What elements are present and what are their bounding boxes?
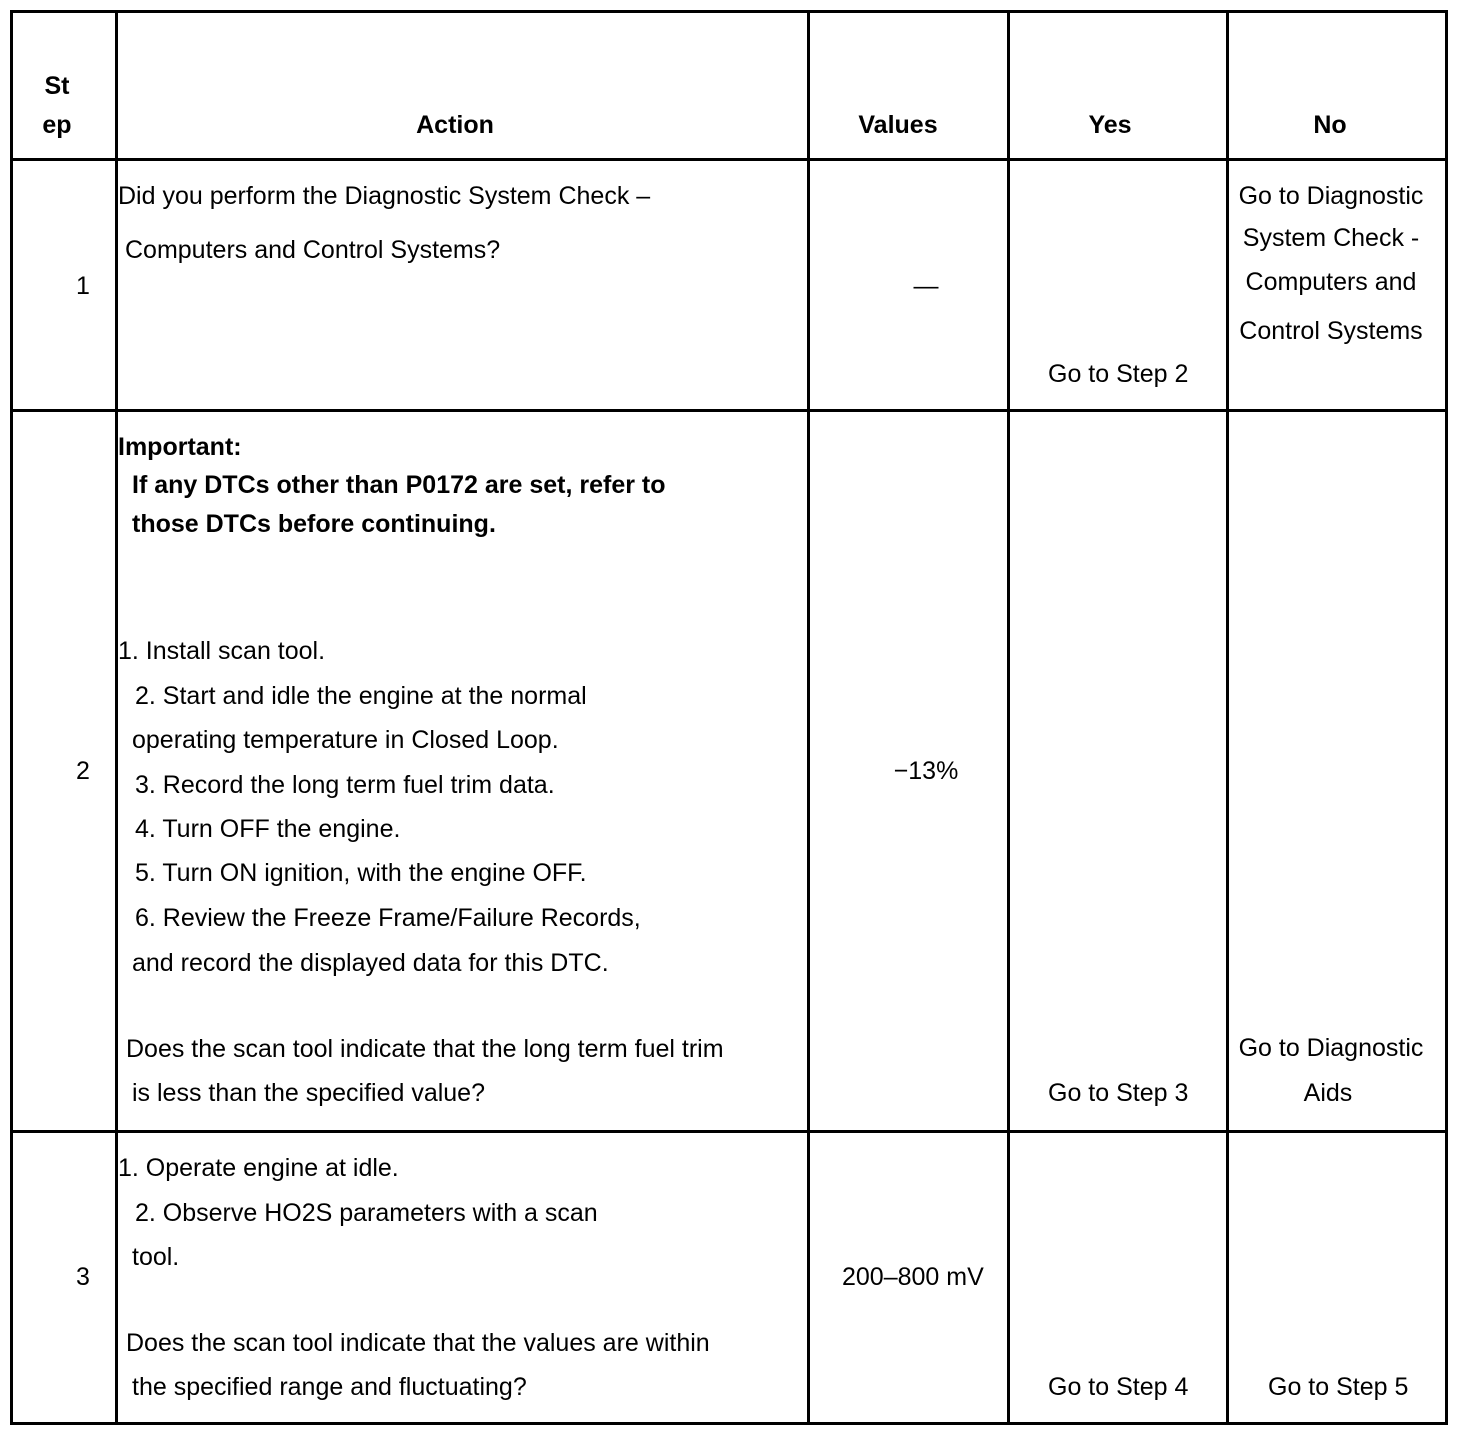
action-step: 2. Start and idle the engine at the normal [135,682,587,710]
action-question: the specified range and fluctuating? [132,1373,527,1401]
row-divider [13,1130,1445,1133]
value-cell: — [913,272,939,300]
no-cell: Aids [1303,1079,1353,1107]
action-step: 1. Install scan tool. [118,637,326,665]
yes-cell: Go to Step 4 [1048,1373,1189,1401]
header-values: Values [858,111,938,139]
column-divider [807,13,810,1422]
yes-cell: Go to Step 2 [1048,360,1189,388]
header-no: No [1313,111,1347,139]
header-action: Action [416,111,494,139]
row-divider [13,158,1445,161]
yes-cell: Go to Step 3 [1048,1079,1189,1107]
action-step: 5. Turn ON ignition, with the engine OFF. [135,859,587,887]
header-step-line2: ep [42,111,72,139]
no-cell: System Check - [1242,224,1420,252]
no-cell: Go to Diagnostic [1238,182,1424,210]
column-divider [115,13,118,1422]
action-text: Did you perform the Diagnostic System Check – [118,182,651,210]
header-yes: Yes [1088,111,1132,139]
step-number: 2 [76,757,90,785]
action-step: and record the displayed data for this DTC. [132,949,609,977]
important-note: If any DTCs other than P0172 are set, refer to [132,471,666,499]
value-cell: −13% [893,757,959,785]
column-divider [1007,13,1010,1422]
action-question: Does the scan tool indicate that the long term fuel trim [126,1035,724,1063]
important-label: Important: [118,433,242,461]
no-cell: Go to Diagnostic [1238,1034,1424,1062]
row-divider [13,409,1445,412]
step-number: 3 [76,1263,90,1291]
no-cell: Computers and [1245,268,1417,296]
no-cell: Control Systems [1239,317,1423,345]
action-step: 1. Operate engine at idle. [118,1154,399,1182]
step-number: 1 [76,272,90,300]
value-cell: 200–800 mV [842,1263,984,1291]
action-step: 3. Record the long term fuel trim data. [135,771,555,799]
action-text: Computers and Control Systems? [125,236,501,264]
action-step: 6. Review the Freeze Frame/Failure Records, [135,904,641,932]
action-step: 4. Turn OFF the engine. [135,815,401,843]
action-step: 2. Observe HO2S parameters with a scan [135,1199,598,1227]
action-step: tool. [132,1243,180,1271]
header-step-line1: St [44,72,70,100]
action-question: is less than the specified value? [132,1079,485,1107]
action-question: Does the scan tool indicate that the values are within [126,1329,710,1357]
important-note: those DTCs before continuing. [132,510,496,538]
action-step: operating temperature in Closed Loop. [132,726,559,754]
no-cell: Go to Step 5 [1268,1373,1409,1401]
